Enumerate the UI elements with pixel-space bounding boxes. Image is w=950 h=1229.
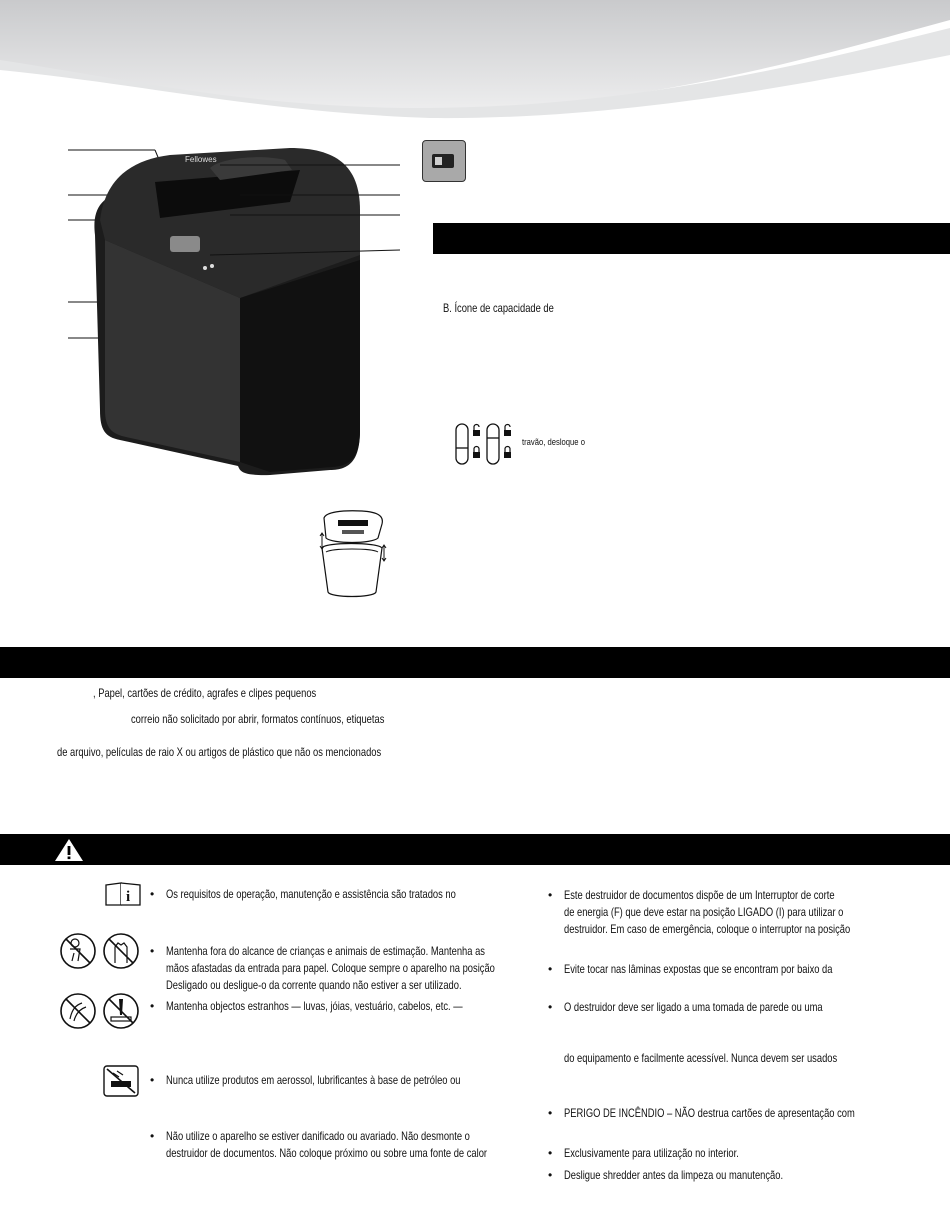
bullet: •: [548, 1000, 553, 1014]
svg-text:i: i: [126, 889, 131, 905]
warning-right-1b: de energia (F) que deve estar na posição LIGADO (I) para utilizar o: [564, 905, 844, 919]
warning-left-1: Os requisitos de operação, manutenção e assistência são tratados no: [166, 887, 456, 901]
warning-left-2a: Mantenha fora do alcance de crianças e animais de estimação. Mantenha as: [166, 944, 485, 958]
bin-removal-illustration: [312, 508, 392, 602]
no-ties-icon: [101, 991, 141, 1031]
warning-left-2c: Desligado ou desligue-o da corrente quando não estiver a ser utilizado.: [166, 978, 462, 992]
warning-right-4: PERIGO DE INCÊNDIO – NÃO destrua cartões de apresentação com: [564, 1106, 855, 1120]
svg-text:Fellowes: Fellowes: [185, 155, 217, 164]
bullet: •: [150, 999, 155, 1013]
warning-triangle-icon: [54, 838, 84, 862]
shredder-illustration: [60, 140, 405, 480]
bullet: •: [548, 1106, 553, 1120]
feature-b-text: B. Ícone de capacidade de: [443, 301, 554, 315]
bullet: •: [548, 888, 553, 902]
warning-right-3b: do equipamento e facilmente acessível. Nunca devem ser usados: [564, 1051, 838, 1065]
no-hair-jewelry-icon: [58, 991, 98, 1031]
warning-left-2b: mãos afastadas da entrada para papel. Coloque sempre o aparelho na posição: [166, 961, 495, 975]
section-bar-warnings: [0, 834, 950, 865]
manual-info-icon: [104, 881, 142, 907]
warning-right-2: Evite tocar nas lâminas expostas que se encontram por baixo da: [564, 962, 833, 976]
lock-text: travão, desloque o: [522, 437, 585, 447]
shreds-line-3: de arquivo, películas de raio X ou artigos de plástico que não os mencionados: [57, 745, 382, 759]
bullet: •: [150, 944, 155, 958]
lock-icon: [455, 422, 517, 466]
header-wave: [0, 0, 950, 125]
no-aerosol-icon: [101, 1063, 141, 1099]
warning-left-4: Nunca utilize produtos em aerossol, lubrificantes à base de petróleo ou: [166, 1073, 461, 1087]
shreds-line-2: correio não solicitado por abrir, formatos contínuos, etiquetas: [131, 712, 385, 726]
shreds-line-1: , Papel, cartões de crédito, agrafes e clipes pequenos: [93, 686, 317, 700]
no-hands-icon: [101, 931, 141, 971]
warning-right-1a: Este destruidor de documentos dispõe de um Interruptor de corte: [564, 888, 835, 902]
switch-icon: [422, 140, 466, 182]
warning-right-1c: destruidor. Em caso de emergência, coloque o interruptor na posição: [564, 922, 851, 936]
warning-left-5a: Não utilize o aparelho se estiver danificado ou avariado. Não desmonte o: [166, 1129, 470, 1143]
no-children-pets-icon: [58, 931, 98, 971]
bullet: •: [548, 1168, 553, 1182]
bullet: •: [150, 1073, 155, 1087]
warning-right-6: Desligue shredder antes da limpeza ou manutenção.: [564, 1168, 784, 1182]
bullet: •: [150, 887, 155, 901]
bullet: •: [150, 1129, 155, 1143]
warning-left-3: Mantenha objectos estranhos — luvas, jóias, vestuário, cabelos, etc. —: [166, 999, 463, 1013]
warning-right-3a: O destruidor deve ser ligado a uma tomada de parede ou uma: [564, 1000, 823, 1014]
bullet: •: [548, 1146, 553, 1160]
section-bar-shreds: [0, 647, 950, 678]
warning-right-5: Exclusivamente para utilização no interior.: [564, 1146, 739, 1160]
bullet: •: [548, 962, 553, 976]
warning-left-5b: destruidor de documentos. Não coloque próximo ou sobre uma fonte de calor: [166, 1146, 488, 1160]
section-bar-right: [433, 223, 950, 254]
